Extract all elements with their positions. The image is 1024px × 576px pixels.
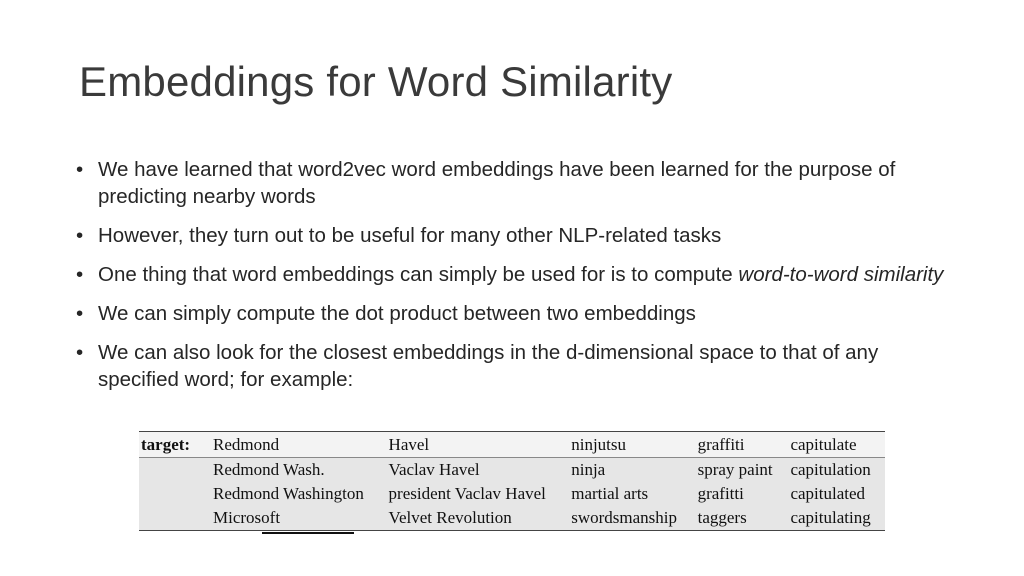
table-cell: grafitti — [697, 484, 744, 503]
bullet-emphasis: word-to-word similarity — [738, 263, 944, 286]
table-cell: graffiti — [697, 434, 745, 454]
similarity-table — [139, 431, 885, 531]
table-cell: Microsoft — [213, 508, 281, 527]
table-cell: Redmond Washington — [213, 484, 364, 503]
bullet-item — [74, 222, 964, 249]
bullet-text: However, they turn out to be useful for many other NLP-related tasks — [98, 224, 722, 247]
underline-mark — [262, 532, 354, 534]
bullet-item — [74, 261, 964, 288]
table-header-row — [139, 432, 885, 458]
table-cell: martial arts — [571, 484, 649, 503]
bullet-dot: • — [76, 341, 84, 364]
table-cell: Vaclav Havel — [388, 460, 480, 479]
table-cell-empty — [139, 482, 209, 506]
table-cell: capitulated — [790, 484, 866, 503]
table-cell: capitulating — [790, 508, 871, 527]
table-cell: Havel — [388, 434, 430, 454]
table-cell: ninja — [571, 460, 606, 479]
table-cell: capitulation — [790, 460, 871, 479]
bullet-text: We can simply compute the dot product between two embeddings — [98, 302, 696, 325]
bullet-item — [74, 339, 964, 393]
bullet-text: We can also look for the closest embeddings in the d-dimensional space to that of any specified word; for example: — [98, 341, 879, 391]
table-cell-empty — [139, 506, 209, 531]
bullet-dot: • — [76, 302, 84, 325]
bullet-dot: • — [76, 224, 84, 247]
bullet-item — [74, 156, 964, 210]
table-cell: Redmond — [213, 434, 280, 454]
slide-title: Embeddings for Word Similarity — [79, 58, 673, 105]
bullet-text: We have learned that word2vec word embeddings have been learned for the purpose of predicting nearby words — [98, 158, 896, 208]
table-cell: taggers — [697, 508, 747, 527]
bullet-item — [74, 300, 964, 327]
target-label: target: — [141, 434, 191, 454]
bullet-dot: • — [76, 263, 84, 286]
bullet-dot: • — [76, 158, 84, 181]
table-cell-empty — [139, 458, 209, 483]
table-cell: swordsmanship — [571, 508, 677, 527]
table-cell: Redmond Wash. — [213, 460, 325, 479]
table-cell: ninjutsu — [571, 434, 627, 454]
table-row — [139, 458, 885, 483]
table-cell: Velvet Revolution — [388, 508, 512, 527]
table-row — [139, 482, 885, 506]
table-cell: spray paint — [697, 460, 773, 479]
bullet-list — [74, 156, 964, 405]
table-cell: president Vaclav Havel — [388, 484, 546, 503]
table-cell: capitulate — [790, 434, 857, 454]
table-row — [139, 506, 885, 531]
bullet-text: One thing that word embeddings can simply be used for is to compute — [98, 263, 739, 286]
